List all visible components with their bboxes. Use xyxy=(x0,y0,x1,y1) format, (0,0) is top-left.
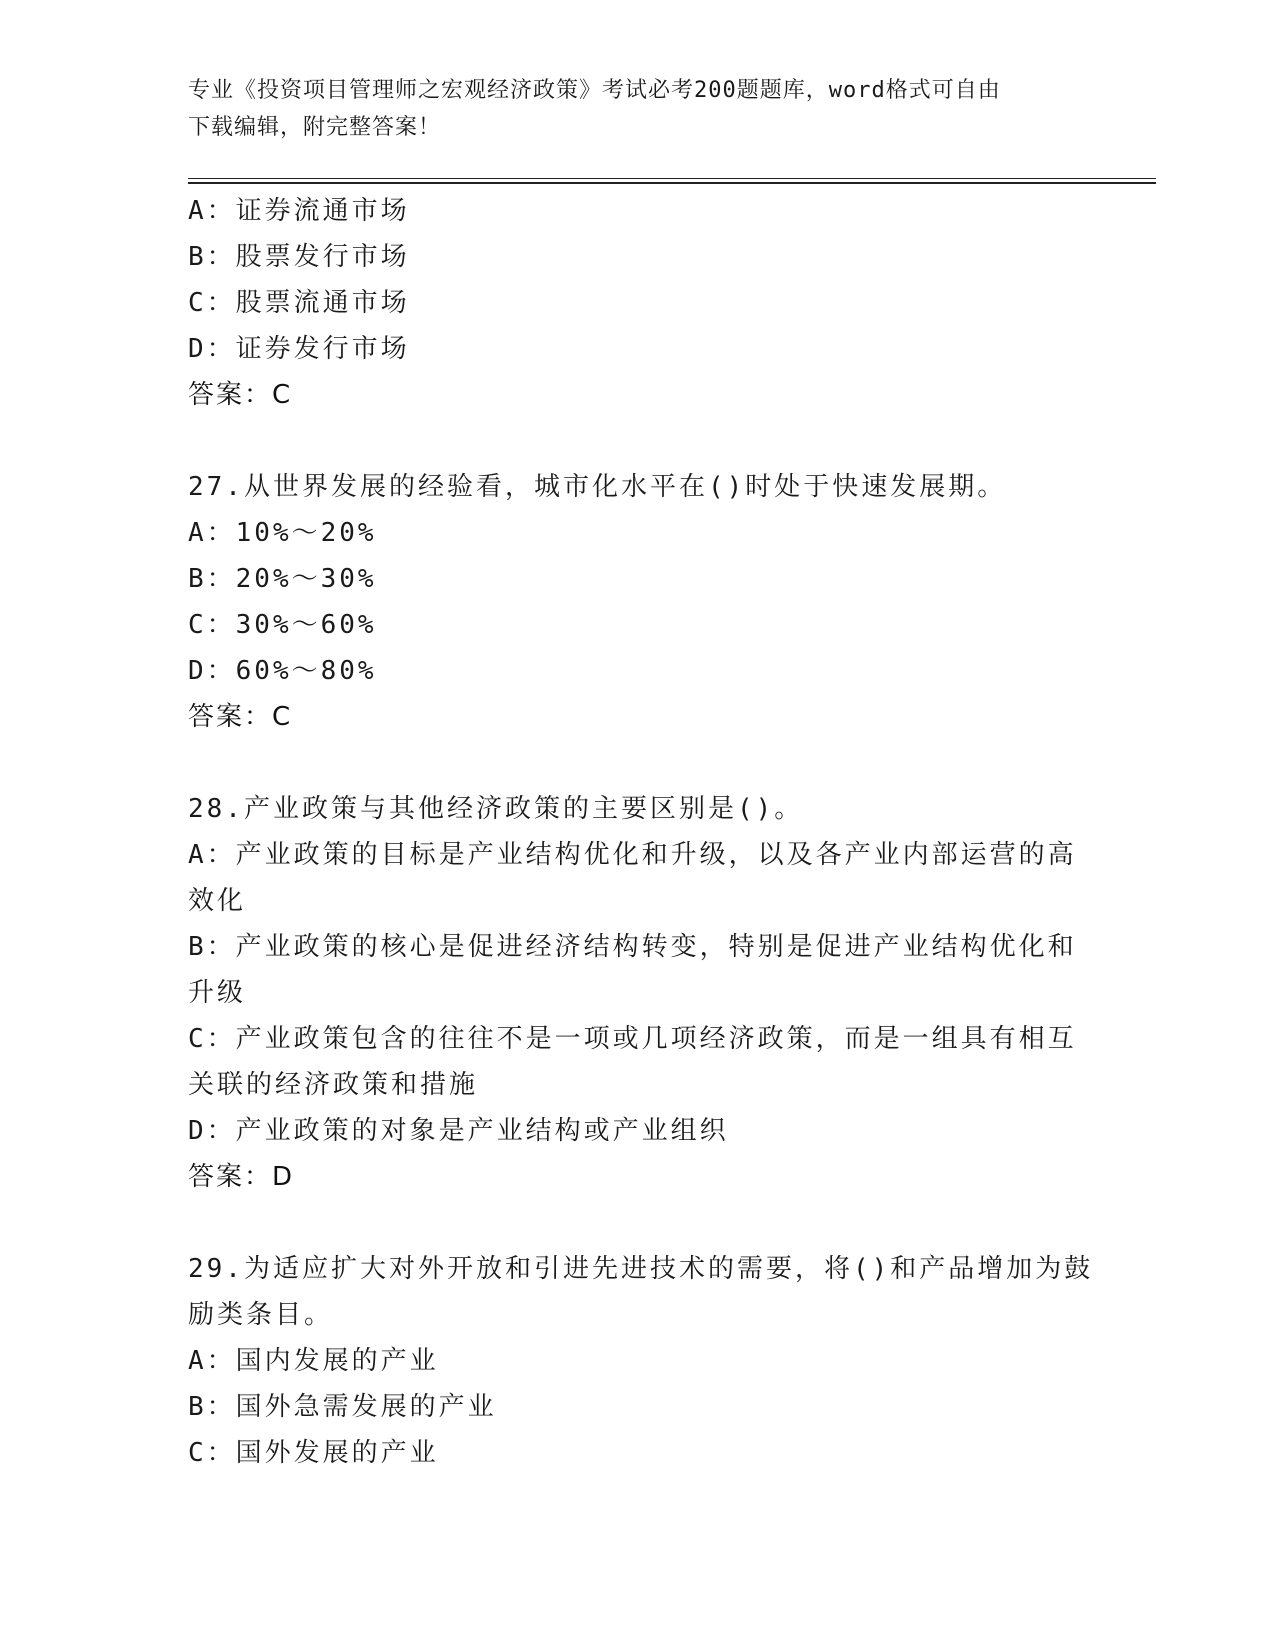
option-a-line-2: 效化 xyxy=(188,886,247,916)
document-body xyxy=(188,188,1094,1476)
question-text: 27.从世界发展的经验看，城市化水平在()时处于快速发展期。 xyxy=(188,472,1007,502)
question-28 xyxy=(188,786,1088,1200)
option-a: A：10%～20% xyxy=(188,518,377,548)
answer: 答案：D xyxy=(188,1162,295,1192)
option-b-line-2: 升级 xyxy=(188,978,247,1008)
document-header xyxy=(188,72,1088,146)
option-c: C：国外发展的产业 xyxy=(188,1438,439,1468)
spacer xyxy=(188,418,1088,464)
spacer xyxy=(188,1200,1088,1246)
option-b: B：国外急需发展的产业 xyxy=(188,1392,497,1422)
option-d: D：证券发行市场 xyxy=(188,334,410,364)
option-d: D：产业政策的对象是产业结构或产业组织 xyxy=(188,1116,729,1146)
option-c: C：30%～60% xyxy=(188,610,377,640)
option-a: A：国内发展的产业 xyxy=(188,1346,439,1376)
question-26 xyxy=(188,188,1088,418)
question-27 xyxy=(188,464,1088,740)
option-c: C：股票流通市场 xyxy=(188,288,410,318)
option-a-line-1: A：产业政策的目标是产业结构优化和升级，以及各产业内部运营的高 xyxy=(188,840,1077,870)
header-line-1: 专业《投资项目管理师之宏观经济政策》考试必考200题题库，word格式可自由 xyxy=(188,78,1001,103)
option-d: D：60%～80% xyxy=(188,656,377,686)
question-text-line-2: 励类条目。 xyxy=(188,1300,334,1330)
question-text-line-1: 29.为适应扩大对外开放和引进先进技术的需要，将()和产品增加为鼓 xyxy=(188,1254,1094,1284)
answer: 答案：C xyxy=(188,702,293,732)
header-divider-thin xyxy=(188,178,1156,179)
option-c-line-2: 关联的经济政策和措施 xyxy=(188,1070,479,1100)
question-29 xyxy=(188,1246,1094,1476)
header-line-2: 下载编辑，附完整答案！ xyxy=(188,115,442,140)
option-b: B：20%～30% xyxy=(188,564,377,594)
option-c-line-1: C：产业政策包含的往往不是一项或几项经济政策，而是一组具有相互 xyxy=(188,1024,1077,1054)
option-b: B：股票发行市场 xyxy=(188,242,410,272)
spacer xyxy=(188,740,1088,786)
option-b-line-1: B：产业政策的核心是促进经济结构转变，特别是促进产业结构优化和 xyxy=(188,932,1077,962)
option-a: A：证券流通市场 xyxy=(188,196,410,226)
header-divider-thick xyxy=(188,182,1156,184)
answer: 答案：C xyxy=(188,380,293,410)
question-text: 28.产业政策与其他经济政策的主要区别是()。 xyxy=(188,794,804,824)
